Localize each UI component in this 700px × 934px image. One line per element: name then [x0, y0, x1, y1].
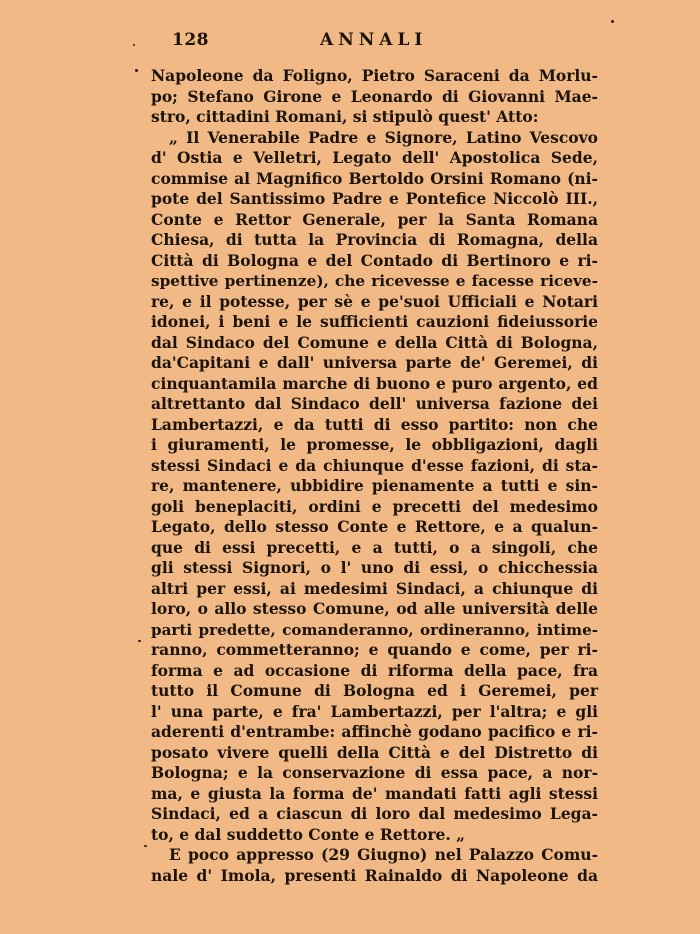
text-line: stessi Sindaci e da chiunque d'esse fazioni, di sta- — [151, 455, 598, 475]
text-line: cinquantamila marche di buono e puro argento, ed — [151, 373, 598, 393]
text-line: re, e il potesse, per sè e pe'suoi Ufficiali e Notari — [151, 291, 598, 311]
text-line: Napoleone da Foligno, Pietro Saraceni da Morlu- — [151, 66, 598, 85]
text-line: parti predette, comanderanno, ordineranno, intime- — [151, 620, 598, 639]
text-line: to, e dal suddetto Conte e Rettore. „ — [151, 824, 466, 844]
text-line: re, mantenere, ubbidire pienamente a tutti e sin- — [151, 476, 598, 495]
text-line: l' una parte, e fra' Lambertazzi, per l'altra; e gli — [151, 701, 598, 721]
text-line: Lambertazzi, e da tutti di esso partito: non che — [151, 414, 598, 434]
print-speck — [133, 44, 135, 46]
text-line: Conte e Rettor Generale, per la Santa Romana — [151, 209, 598, 229]
text-line: que di essi precetti, e a tutti, o a singoli, che — [151, 537, 598, 557]
text-line: loro, o allo stesso Comune, od alle università delle — [151, 599, 598, 618]
text-line: E poco appresso (29 Giugno) nel Palazzo Comu- — [169, 845, 598, 864]
text-line: Chiesa, di tutta la Provincia di Romagna, della — [151, 230, 598, 249]
running-title: ANNALI — [320, 30, 428, 50]
text-line: ma, e giusta la forma de' mandati fatti agli stessi — [151, 783, 598, 803]
text-line: commise al Magnifico Bertoldo Orsini Romano (ni- — [151, 168, 598, 188]
print-speck — [611, 20, 614, 23]
text-line: goli beneplaciti, ordini e precetti del medesimo — [151, 496, 598, 516]
text-line: gli stessi Signori, o l' uno di essi, o chicchessia — [151, 558, 598, 577]
print-speck — [138, 640, 141, 642]
text-line: dal Sindaco del Comune e della Città di Bologna, — [151, 332, 598, 352]
text-line: pote del Santissimo Padre e Pontefice Niccolò III., — [151, 189, 598, 208]
text-line: „ Il Venerabile Padre e Signore, Latino Vescovo — [169, 127, 598, 147]
text-line: i giuramenti, le promesse, le obbligazioni, dagli — [151, 435, 598, 454]
text-line: stro, cittadini Romani, si stipulò quest' Atto: — [151, 107, 539, 126]
text-line: Città di Bologna e del Contado di Bertinoro e ri- — [151, 250, 598, 270]
text-line: Bologna; e la conservazione di essa pace, a nor- — [151, 763, 598, 782]
text-line: forma e ad occasione di riforma della pace, fra — [151, 660, 598, 680]
text-line: da'Capitani e dall' universa parte de' Geremei, di — [151, 353, 598, 372]
page-number: 128 — [172, 30, 209, 50]
text-line: altri per essi, ai medesimi Sindaci, a chiunque di — [151, 578, 598, 598]
text-line: nale d' Imola, presenti Rainaldo di Napoleone da — [151, 865, 598, 885]
text-line: posato vivere quelli della Città e del Distretto di — [151, 742, 598, 762]
text-line: aderenti d'entrambe: affinchè godano pacifico e ri- — [151, 722, 598, 741]
text-line: spettive pertinenze), che ricevesse e facesse riceve- — [151, 272, 598, 290]
text-line: Legato, dello stesso Conte e Rettore, e a qualun- — [151, 517, 598, 536]
text-line: d' Ostia e Velletri, Legato dell' Apostolica Sede, — [151, 148, 598, 167]
text-line: tutto il Comune di Bologna ed i Geremei, per — [151, 681, 598, 700]
print-speck — [144, 845, 147, 847]
page-header — [172, 30, 600, 56]
print-speck — [135, 69, 138, 72]
text-line: ranno, commetteranno; e quando e come, per ri- — [151, 640, 598, 659]
text-line: altrettanto dal Sindaco dell' universa fazione dei — [151, 394, 598, 413]
text-line: po; Stefano Girone e Leonardo di Giovanni Mae- — [151, 86, 598, 106]
text-line: idonei, i beni e le sufficienti cauzioni fideiussorie — [151, 312, 598, 331]
text-line: Sindaci, ed a ciascun di loro dal medesimo Lega- — [151, 804, 598, 823]
body-text — [151, 66, 598, 886]
